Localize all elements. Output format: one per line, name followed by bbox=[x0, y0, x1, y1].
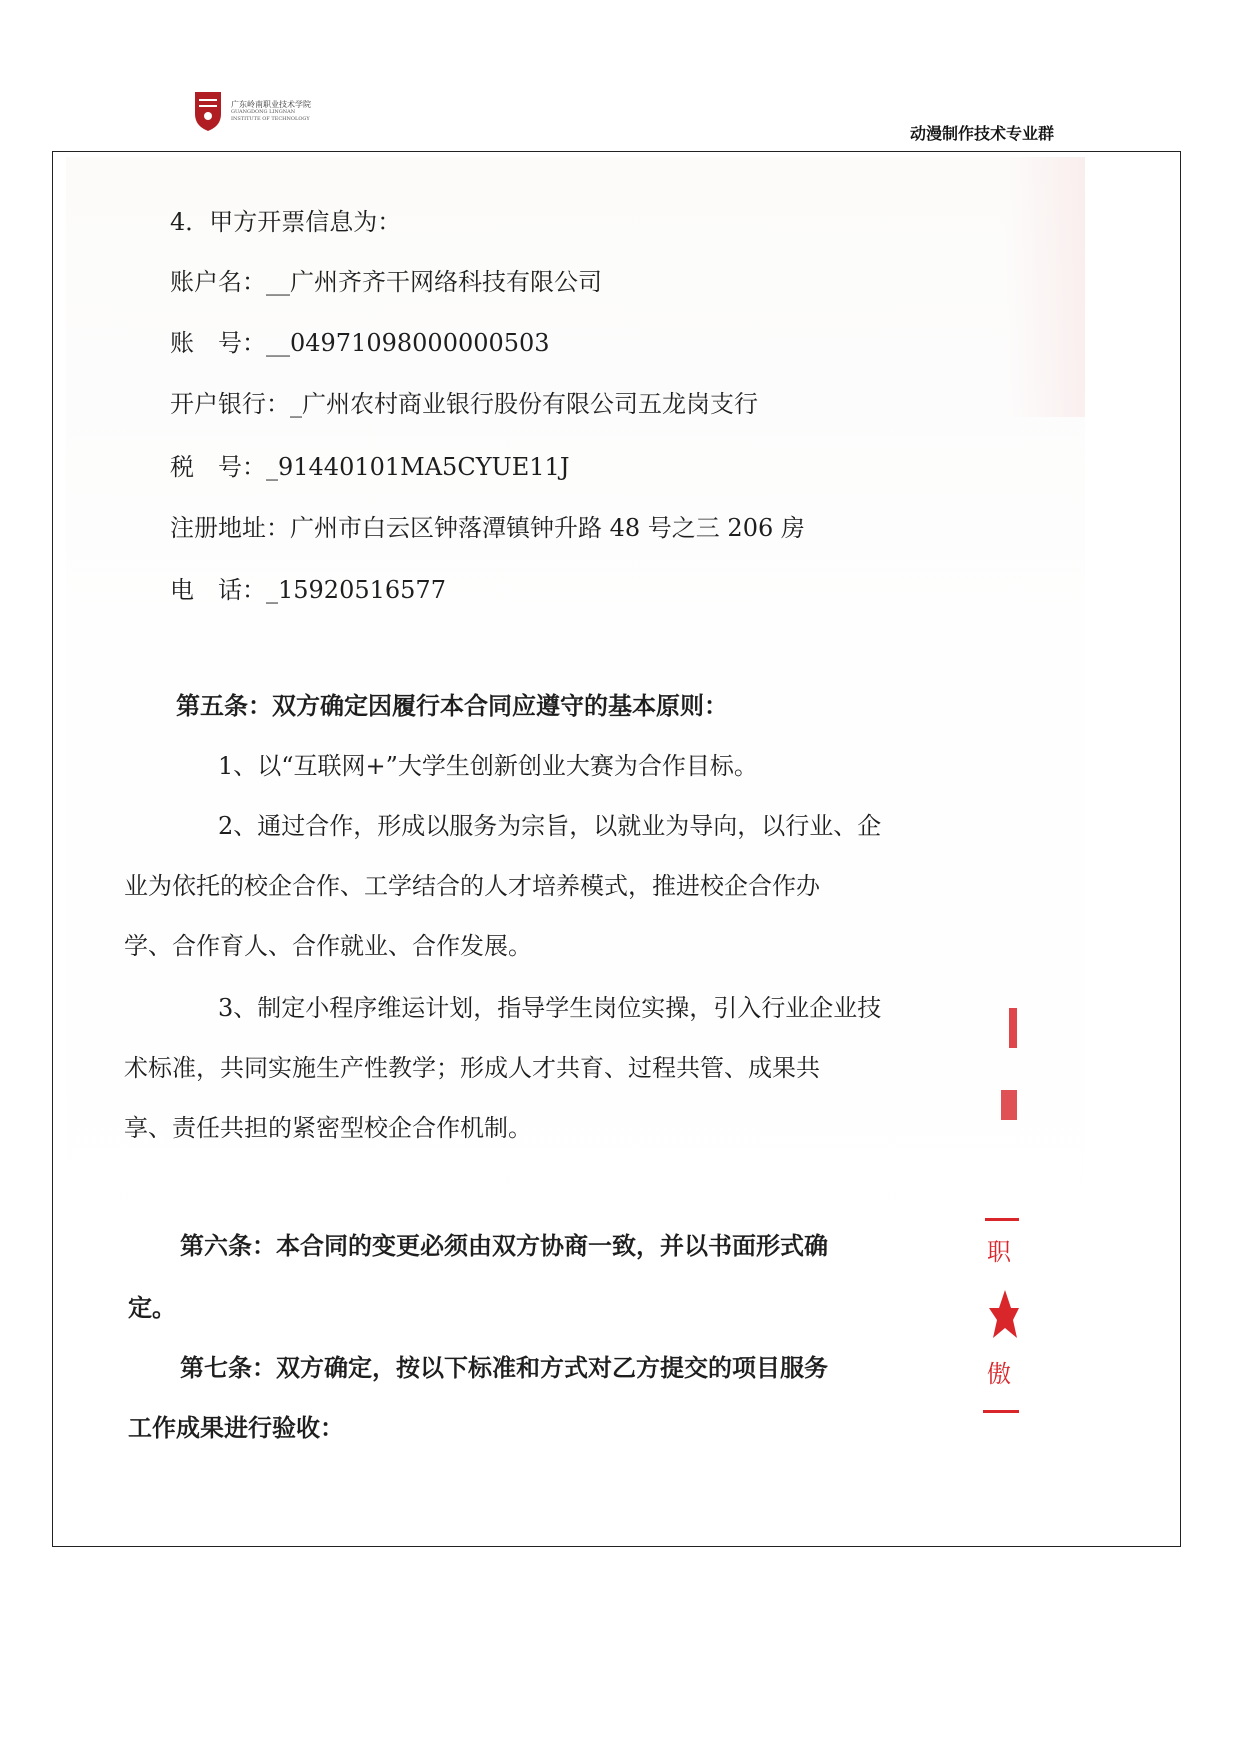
account-number-line: 账 号：__04971098000000503 bbox=[170, 329, 550, 357]
article-six-line-1: 第六条：本合同的变更必须由双方协商一致，并以书面形式确 bbox=[180, 1231, 828, 1260]
school-logo bbox=[193, 90, 323, 136]
red-seal-stamp-partial bbox=[979, 940, 1019, 1460]
tax-number-line: 税 号：_91440101MA5CYUE11J bbox=[170, 453, 570, 481]
phone-line: 电 话：_15920516577 bbox=[170, 576, 446, 604]
scan-edge-tint bbox=[1005, 157, 1085, 417]
principle-2-line-2: 业为依托的校企合作、工学结合的人才培养模式，推进校企合作办 bbox=[124, 872, 820, 900]
account-name-line: 账户名：__广州齐齐干网络科技有限公司 bbox=[170, 268, 602, 296]
article-seven-line-2: 工作成果进行验收： bbox=[128, 1413, 344, 1442]
article-five-heading: 第五条：双方确定因履行本合同应遵守的基本原则： bbox=[176, 691, 728, 720]
bank-line: 开户银行：_广州农村商业银行股份有限公司五龙岗支行 bbox=[170, 390, 758, 418]
invoice-info-heading: 4．甲方开票信息为： bbox=[170, 208, 402, 236]
article-six-line-2: 定。 bbox=[128, 1293, 176, 1322]
registered-address-line: 注册地址：广州市白云区钟落潭镇钟升路 48 号之三 206 房 bbox=[170, 514, 805, 542]
seal-char-2: 傲 bbox=[987, 1360, 1011, 1388]
school-shield-icon bbox=[193, 90, 223, 132]
article-seven-line-1: 第七条：双方确定，按以下标准和方式对乙方提交的项目服务 bbox=[180, 1353, 828, 1382]
principle-3-line-1: 3、制定小程序维运计划，指导学生岗位实操，引入行业企业技 bbox=[218, 994, 882, 1022]
principle-2-line-3: 学、合作育人、合作就业、合作发展。 bbox=[124, 932, 532, 960]
principle-1: 1、以“互联网+”大学生创新创业大赛为合作目标。 bbox=[218, 752, 758, 780]
principle-2-line-1: 2、通过合作，形成以服务为宗旨，以就业为导向，以行业、企 bbox=[218, 812, 882, 840]
major-group-title: 动漫制作技术专业群 bbox=[909, 124, 1054, 143]
scanned-contract-page bbox=[66, 157, 1085, 1460]
principle-3-line-2: 术标准，共同实施生产性教学；形成人才共育、过程共管、成果共 bbox=[124, 1054, 820, 1082]
logo-english-name: GUANGDONG LINGNAN INSTITUTE OF TECHNOLOGY bbox=[231, 109, 310, 122]
seal-char-1: 职 bbox=[987, 1238, 1011, 1266]
logo-chinese-name: 广东岭南职业技术学院 bbox=[231, 100, 311, 109]
principle-3-line-3: 享、责任共担的紧密型校企合作机制。 bbox=[124, 1114, 532, 1142]
